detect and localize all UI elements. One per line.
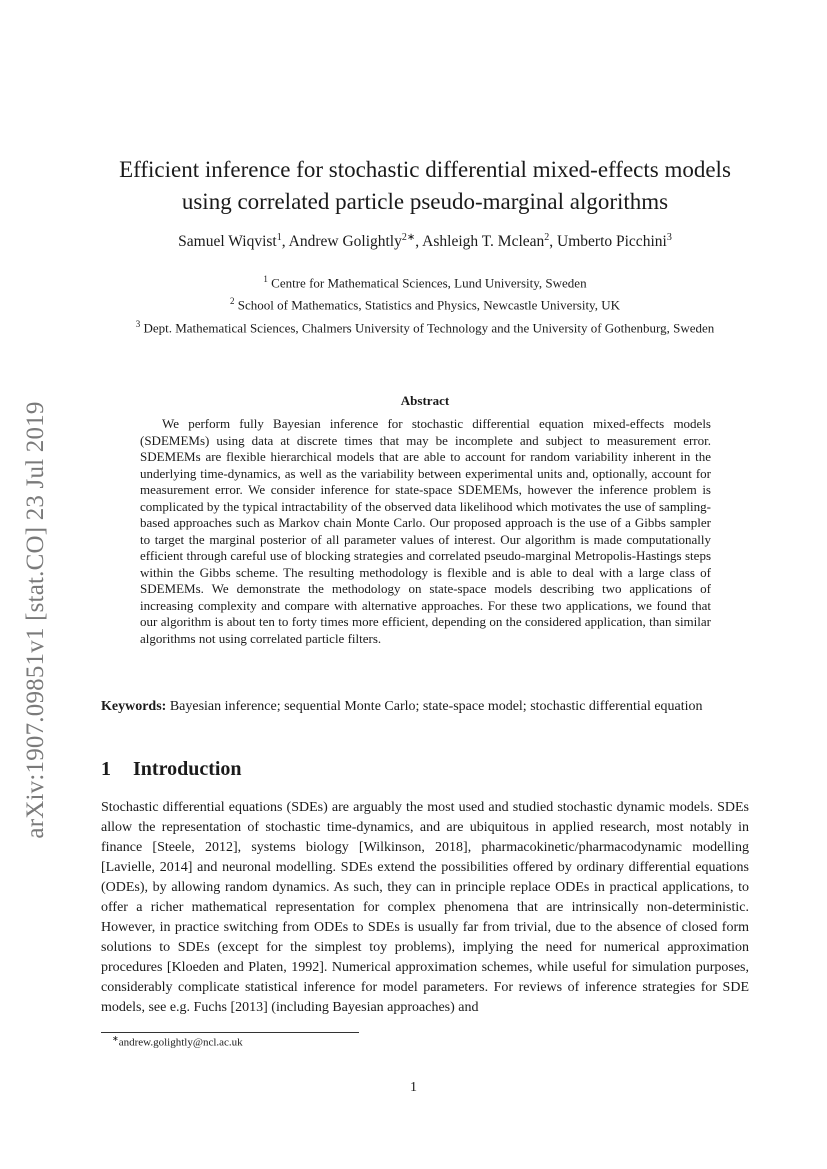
abstract-body: We perform fully Bayesian inference for stochastic differential equation mixed-effects models (SDEMEMs) using data at discrete times that may be incomplete and subject to measurement error. SDEMEMs are flexible hierarchical models that are able to account for random variability inherent in the underlying time-dynamics, as well as the variability between experimental units and, optionally, account for measurement error. We consider inference for state-space SDEMEMs, however the inference problem is complicated by the typical intractability of the observed data likelihood which motivates the use of sampling-based approaches such as Markov chain Monte Carlo. Our proposed approach is the use of a Gibbs sampler to target the marginal posterior of all parameter values of interest. Our algorithm is made computationally efficient through careful use of blocking strategies and correlated pseudo-marginal Metropolis-Hastings steps within the Gibbs scheme. The resulting methodology is flexible and is able to deal with a large class of SDEMEMs. We demonstrate the methodology on state-space models describing two applications of increasing complexity and compare with alternative approaches. For these two applications, we found that our algorithm is about ten to forty times more efficient, depending on the considered application, than similar algorithms not using correlated particle filters. bbox=[140, 416, 711, 646]
author-name: Umberto Picchini bbox=[557, 233, 667, 251]
keywords bbox=[101, 697, 749, 717]
affiliation-mark: 3 bbox=[135, 318, 141, 329]
author-name: Andrew Golightly bbox=[288, 233, 402, 251]
affiliation-mark: 2 bbox=[230, 296, 235, 307]
affiliation-text: Centre for Mathematical Sciences, Lund University, Sweden bbox=[271, 275, 587, 291]
author-mark: 2 bbox=[544, 232, 550, 243]
affiliation-mark: 1 bbox=[263, 274, 268, 284]
author-name: Ashleigh T. Mclean bbox=[422, 233, 545, 251]
affiliation bbox=[100, 315, 750, 337]
title-line-2: using correlated particle pseudo-marginal algorithms bbox=[181, 189, 669, 214]
affiliation bbox=[100, 292, 750, 314]
arxiv-id: arXiv:1907.09851v1 [stat.CO] 23 Jul 2019 bbox=[22, 401, 49, 839]
introduction-paragraph: Stochastic differential equations (SDEs) are arguably the most used and studied stochastic dynamic models. SDEs allow the representation of stochastic time-dynamics, and are ubiquitous in applied research, most notably in finance [Steele, 2012], systems biology [Wilkinson, 2018], pharmacokinetic/pharmacodynamic modelling [Lavielle, 2014] and neuronal modelling. SDEs extend the possibilities offered by ordinary differential equations (ODEs), by allowing random dynamics. As such, they can in principle replace ODEs in practical applications, to offer a richer mathematical representation for complex phenomena that are intrinsically non-deterministic. However, in practice switching from ODEs to SDEs is usually far from trivial, due to the absence of closed form solutions to SDEs (except for the simplest toy problems), implying the need for numerical approximation procedures [Kloeden and Platen, 1992]. Numerical approximation schemes, while useful for simulation purposes, considerably complicate statistical inference for model parameters. For reviews of inference strategies for SDE models, see e.g. Fuchs [2013] (including Bayesian approaches) and bbox=[101, 800, 749, 1015]
footnote-rule bbox=[101, 1032, 359, 1033]
author-mark: 1 bbox=[276, 232, 282, 243]
title-line-1: Efficient inference for stochastic differential mixed-effects models bbox=[119, 157, 731, 182]
arxiv-stamp bbox=[0, 0, 60, 1169]
keywords-label: Keywords: bbox=[101, 699, 167, 714]
footnote-email: andrew.golightly@ncl.ac.uk bbox=[118, 1036, 243, 1049]
section-number: 1 bbox=[101, 758, 111, 780]
author-mark: 3 bbox=[666, 232, 672, 243]
author-list: Samuel Wiqvist$^1$, Andrew Golightly$^{2∗}$, Ashleigh T. Mclean$^2$, Umberto Picchini$^3$ bbox=[178, 232, 672, 251]
affiliation-text: Dept. Mathematical Sciences, Chalmers University of Technology and the University of Gothenburg, Sweden bbox=[143, 319, 715, 335]
paper-title bbox=[100, 154, 750, 218]
footnote bbox=[112, 1034, 243, 1049]
section-title: Introduction bbox=[133, 758, 242, 780]
author-mark: 2∗ bbox=[401, 232, 416, 243]
author-name: Samuel Wiqvist bbox=[178, 233, 277, 251]
affiliation bbox=[100, 270, 750, 292]
affiliation-list bbox=[100, 270, 750, 337]
footnote-mark: ∗ bbox=[112, 1034, 119, 1043]
page-number: 1 bbox=[410, 1080, 417, 1095]
section-heading bbox=[101, 758, 242, 781]
abstract-heading: Abstract bbox=[400, 393, 450, 408]
affiliation-text: School of Mathematics, Statistics and Physics, Newcastle University, UK bbox=[237, 297, 620, 313]
keywords-text: Bayesian inference; sequential Monte Carlo; state-space model; stochastic differential equation bbox=[169, 699, 703, 714]
